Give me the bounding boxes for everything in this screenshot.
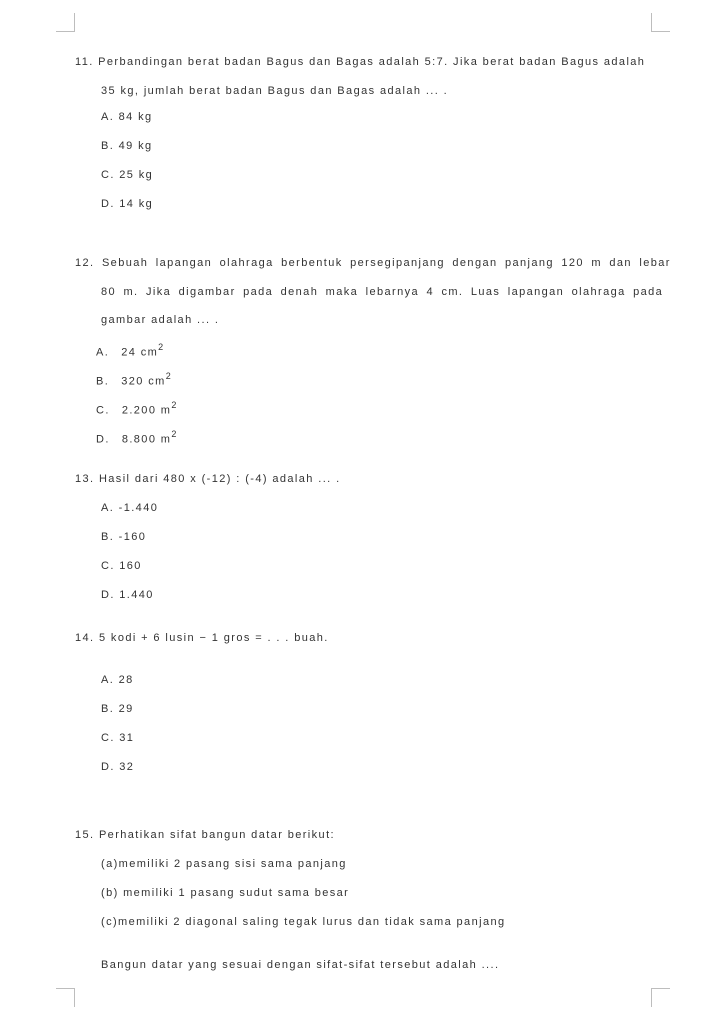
option-exponent: 2 — [171, 429, 178, 439]
question-12-line-3: gambar adalah ... . — [101, 314, 220, 326]
option-value: 2.200 m — [121, 404, 172, 417]
question-11-option-a: A. 84 kg — [101, 111, 153, 123]
question-14-option-d: D. 32 — [101, 761, 135, 773]
option-value: 24 cm — [121, 346, 159, 359]
question-15-property-b: (b) memiliki 1 pasang sudut sama besar — [101, 887, 350, 899]
question-15-prompt: Bangun datar yang sesuai dengan sifat-sifat tersebut adalah .... — [101, 959, 500, 971]
question-12-line-2: 80 m. Jika digambar pada denah maka lebarnya 4 cm. Luas lapangan olahraga pada — [101, 286, 664, 298]
corner-mark-bottom-left — [56, 988, 75, 1007]
question-13-option-c: C. 160 — [101, 560, 142, 572]
question-13-option-b: B. -160 — [101, 531, 147, 543]
question-12-option-a — [96, 341, 165, 360]
question-15-property-a: (a)memiliki 2 pasang sisi sama panjang — [101, 858, 347, 870]
option-exponent: 2 — [158, 342, 165, 352]
question-12-option-d — [96, 428, 178, 447]
question-12-option-c — [96, 399, 178, 418]
question-15-line-1: 15. Perhatikan sifat bangun datar berikut: — [75, 829, 335, 841]
question-11-line-2: 35 kg, jumlah berat badan Bagus dan Bagas adalah ... . — [101, 85, 449, 97]
question-14-line-1: 14. 5 kodi + 6 lusin − 1 gros = . . . buah. — [75, 632, 329, 644]
question-12-line-1: 12. Sebuah lapangan olahraga berbentuk persegipanjang dengan panjang 120 m dan lebar — [75, 257, 671, 269]
option-letter: C. — [96, 404, 110, 417]
question-11-option-b: B. 49 kg — [101, 140, 153, 152]
corner-mark-top-right — [651, 13, 670, 32]
option-letter: D. — [96, 433, 110, 446]
question-13-option-d: D. 1.440 — [101, 589, 154, 601]
question-13-option-a: A. -1.440 — [101, 502, 159, 514]
question-12-option-b — [96, 370, 172, 389]
question-15-property-c: (c)memiliki 2 diagonal saling tegak lurus dan tidak sama panjang — [101, 916, 506, 928]
corner-mark-top-left — [56, 13, 75, 32]
question-13-line-1: 13. Hasil dari 480 x (-12) : (-4) adalah ... . — [75, 473, 341, 485]
question-14-option-b: B. 29 — [101, 703, 134, 715]
question-11-option-c: C. 25 kg — [101, 169, 154, 181]
option-letter: B. — [96, 375, 110, 388]
corner-mark-bottom-right — [651, 988, 670, 1007]
option-exponent: 2 — [171, 400, 178, 410]
option-exponent: 2 — [165, 371, 173, 381]
question-14-option-a: A. 28 — [101, 674, 134, 686]
option-letter: A. — [96, 346, 110, 359]
question-11-option-d: D. 14 kg — [101, 198, 154, 210]
option-value: 320 cm — [121, 375, 166, 388]
question-11-line-1: 11. Perbandingan berat badan Bagus dan Bagas adalah 5:7. Jika berat badan Bagus adalah — [75, 56, 646, 68]
option-value: 8.800 m — [121, 433, 172, 446]
question-14-option-c: C. 31 — [101, 732, 135, 744]
